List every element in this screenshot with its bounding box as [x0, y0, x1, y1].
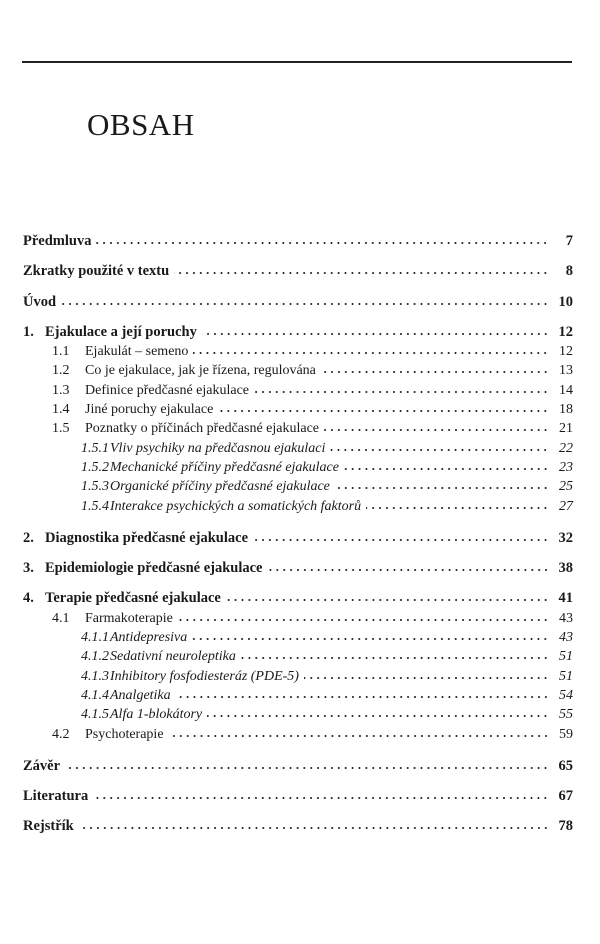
toc-entry-label: Inhibitory fosfodiesteráz (PDE-5): [110, 668, 299, 684]
toc-entry: [23, 725, 573, 744]
dot-leader: [344, 467, 549, 471]
toc-entry-page: 65: [558, 757, 573, 774]
toc-entry-number: 2.: [23, 529, 34, 546]
toc-entry-page: 41: [558, 590, 573, 607]
toc-entry: [23, 559, 573, 578]
dot-leader: [304, 676, 549, 680]
toc-entry-page: 59: [559, 726, 573, 742]
toc-entry: [23, 419, 573, 438]
toc-entry-label: Předmluva: [23, 233, 92, 249]
toc-entry-page: 25: [559, 479, 573, 495]
toc-entry-page: 22: [559, 440, 573, 456]
toc-entry-label: Sedativní neuroleptika: [110, 649, 236, 665]
toc-entry: [23, 232, 573, 251]
toc-entry-number: 4.1.1: [81, 630, 109, 646]
toc-entry-label: Antidepresiva: [110, 630, 188, 646]
dot-leader: [335, 486, 549, 490]
toc-entry-number: 4.1.3: [81, 668, 109, 684]
toc-entry: [23, 628, 573, 647]
dot-leader: [174, 271, 549, 275]
toc-entry-label: Organické příčiny předčasné ejakulace: [110, 479, 330, 495]
dot-leader: [192, 637, 549, 641]
dot-leader: [193, 351, 549, 355]
dot-leader: [330, 448, 549, 452]
toc-entry-number: 1.5.2: [81, 459, 109, 475]
toc-entry-number: 4.: [23, 590, 34, 607]
toc-entry-label: Interakce psychických a somatických faktorů: [110, 498, 362, 514]
toc-entry-number: 4.1.4: [81, 687, 109, 703]
toc-entry-label: Ejakulát – semeno: [85, 344, 189, 360]
toc-entry: [23, 458, 573, 477]
toc-entry-label: Literatura: [23, 788, 89, 805]
toc-entry-page: 23: [559, 459, 573, 475]
toc-entry-number: 1.5: [52, 421, 70, 437]
dot-leader: [207, 714, 549, 718]
toc-entry-label: Jiné poruchy ejakulace: [85, 402, 214, 418]
toc-entry: [23, 787, 573, 806]
toc-entry-page: 18: [559, 402, 573, 418]
toc-entry-page: 55: [559, 707, 573, 723]
toc-entry-label: Epidemiologie předčasné ejakulace: [45, 560, 263, 577]
dot-leader: [65, 766, 549, 770]
toc-entry-number: 4.1: [52, 610, 70, 626]
toc-entry-label: Diagnostika předčasné ejakulace: [45, 529, 248, 546]
toc-entry-page: 51: [559, 668, 573, 684]
dot-leader: [202, 332, 549, 336]
dot-leader: [96, 241, 549, 245]
toc-entry-label: Rejstřík: [23, 818, 74, 835]
toc-entry-page: 51: [559, 649, 573, 665]
toc-entry-page: 43: [559, 610, 573, 626]
dot-leader: [178, 618, 549, 622]
dot-leader: [254, 390, 549, 394]
toc-entry-label: Zkratky použité v textu: [23, 263, 170, 280]
toc-entry-number: 4.1.2: [81, 649, 109, 665]
toc-entry: [23, 647, 573, 666]
table-of-contents: [23, 232, 573, 837]
toc-entry-page: 14: [559, 382, 573, 398]
toc-entry-page: 12: [558, 323, 573, 340]
toc-entry-number: 1.5.4: [81, 498, 109, 514]
dot-leader: [176, 695, 549, 699]
toc-entry: [23, 686, 573, 705]
dot-leader: [268, 568, 550, 572]
toc-entry-label: Ejakulace a její poruchy: [45, 323, 197, 340]
dot-leader: [241, 656, 549, 660]
toc-entry-page: 78: [558, 818, 573, 835]
dot-leader: [218, 409, 549, 413]
toc-entry: [23, 529, 573, 548]
toc-entry: [23, 361, 573, 380]
toc-entry-label: Analgetika: [110, 687, 171, 703]
toc-entry-number: 4.2: [52, 726, 70, 742]
dot-leader: [93, 796, 549, 800]
toc-entry: [23, 439, 573, 458]
dot-leader: [253, 538, 549, 542]
dot-leader: [366, 506, 549, 510]
toc-entry: [23, 400, 573, 419]
dot-leader: [321, 370, 549, 374]
toc-entry: [23, 817, 573, 836]
toc-entry: [23, 667, 573, 686]
toc-entry-page: 13: [559, 363, 573, 379]
toc-entry-label: Mechanické příčiny předčasné ejakulace: [110, 459, 339, 475]
toc-entry-number: 1.3: [52, 382, 70, 398]
dot-leader: [61, 302, 549, 306]
page-title: OBSAH: [87, 106, 195, 142]
toc-entry-page: 27: [559, 498, 573, 514]
toc-entry-page: 12: [559, 344, 573, 360]
toc-entry-label: Alfa 1-blokátory: [110, 707, 203, 723]
toc-entry-label: Úvod: [23, 293, 57, 310]
toc-entry-label: Terapie předčasné ejakulace: [45, 590, 221, 607]
toc-entry-page: 8: [565, 263, 573, 280]
dot-leader: [226, 598, 549, 602]
toc-entry: [23, 497, 573, 516]
dot-leader: [169, 734, 549, 738]
dot-leader: [79, 826, 549, 830]
toc-entry: [23, 342, 573, 361]
toc-entry-page: 67: [558, 788, 573, 805]
header-rule: [22, 61, 572, 63]
toc-entry-label: Farmakoterapie: [85, 610, 173, 626]
toc-entry-page: 43: [559, 630, 573, 646]
toc-entry: [23, 757, 573, 776]
toc-entry-page: 38: [558, 560, 573, 577]
toc-entry-label: Závěr: [23, 757, 61, 774]
toc-entry: [23, 293, 573, 312]
dot-leader: [324, 428, 549, 432]
toc-entry: [23, 323, 573, 342]
toc-entry-number: 1.4: [52, 402, 70, 418]
toc-entry-number: 1.5.3: [81, 479, 109, 495]
toc-entry-label: Vliv psychiky na předčasnou ejakulaci: [110, 440, 326, 456]
toc-entry-page: 7: [565, 233, 573, 249]
toc-entry-number: 1.: [23, 323, 34, 340]
toc-entry-number: 1.1: [52, 344, 70, 360]
toc-entry: [23, 705, 573, 724]
toc-entry: [23, 262, 573, 281]
toc-entry-label: Definice předčasné ejakulace: [85, 382, 250, 398]
toc-entry: [23, 477, 573, 496]
toc-entry-number: 1.5.1: [81, 440, 109, 456]
toc-entry: [23, 589, 573, 608]
toc-entry-number: 3.: [23, 560, 34, 577]
toc-entry-page: 10: [558, 293, 573, 310]
toc-entry-number: 4.1.5: [81, 707, 109, 723]
toc-entry-page: 21: [559, 421, 573, 437]
toc-entry-label: Psychoterapie: [85, 726, 164, 742]
toc-entry-page: 32: [558, 529, 573, 546]
toc-entry-label: Co je ejakulace, jak je řízena, regulována: [85, 363, 316, 379]
toc-entry: [23, 609, 573, 628]
toc-entry-label: Poznatky o příčinách předčasné ejakulace: [85, 421, 320, 437]
toc-entry-number: 1.2: [52, 363, 70, 379]
toc-entry: [23, 381, 573, 400]
toc-entry-page: 54: [559, 687, 573, 703]
